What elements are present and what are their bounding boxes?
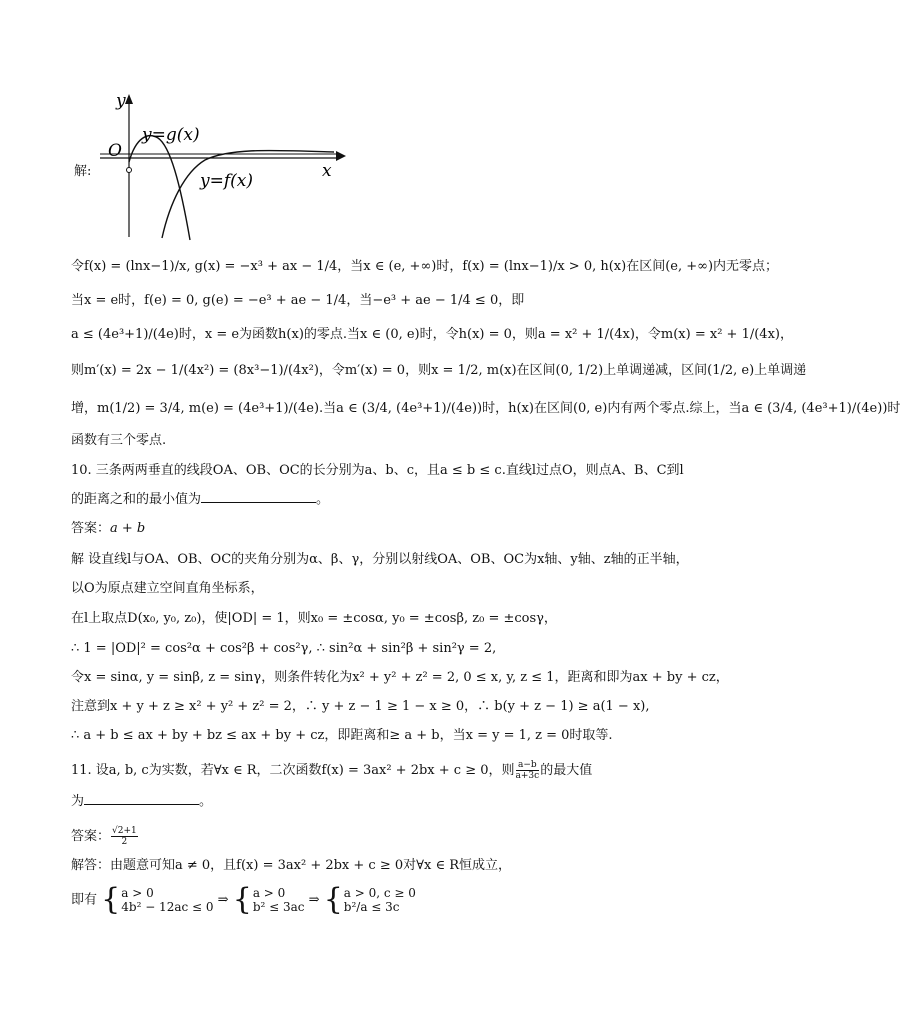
q11-answer-blank — [84, 792, 199, 805]
solution-line-4: 则m′(x) = 2x − 1/(4x²) = (8x³−1)/(4x²)，令m′(x) = 0，则x = 1/2, m(x)在区间(0, 1/2)上单调递减，区间(1/2, e)上单调递 — [71, 363, 807, 378]
q11-answer-value: $\frac{√2+1}{2}$ — [112, 826, 137, 847]
system-1: { a > 0 4b² − 12ac ≤ 0 — [101, 882, 214, 917]
q10-solution-line-2: 以O为原点建立空间直角坐标系， — [71, 581, 264, 596]
q11-stem-line-2: 为 。 — [71, 794, 213, 809]
system-2: { a > 0 b² ≤ 3ac — [232, 882, 305, 917]
q10-solution-line-3: 在l上取点D(x₀, y₀, z₀)，使|OD| = 1，则x₀ = ±cosα, y₀ = ±cosβ, z₀ = ±cosγ， — [71, 611, 557, 626]
graph-label: 解: — [74, 164, 92, 179]
x-axis-arrow — [336, 151, 346, 161]
q11-stem-line-1: 11. 设a, b, c为实数，若∀x ∈ R，二次函数f(x) = 3ax² + 2bx + c ≥ 0，则 $\frac{a-b}{a+3c}$ 的最大值 — [71, 760, 593, 781]
q11-answer-label: 答案： — [71, 829, 111, 844]
system-3: { a > 0, c ≥ 0 b²/a ≤ 3c — [323, 882, 416, 917]
solution-line-5: 增，m(1/2) = 3/4, m(e) = (4e³+1)/(4e).当a ∈ (3/4, (4e³+1)/(4e))时，h(x)在区间(0, e)内有两个零点.综上，当a ∈ (3/4, (4e³+1)/(4e))时 — [71, 401, 900, 416]
q10-answer-blank — [201, 490, 316, 503]
x-axis-label: x — [322, 161, 332, 181]
y-axis-arrow — [125, 94, 133, 104]
g-label: y=g(x) — [142, 125, 200, 145]
q10-solution-line-6: 注意到x + y + z ≥ x² + y² + z² = 2，∴ y + z − 1 ≥ 1 − x ≥ 0，∴ b(y + z − 1) ≥ a(1 − x), — [71, 699, 650, 714]
q11-solution-line-1: 解答：由题意可知a ≠ 0，且f(x) = 3ax² + 2bx + c ≥ 0对∀x ∈ R恒成立， — [71, 858, 511, 873]
q10-solution-line-1: 解 设直线l与OA、OB、OC的夹角分别为α、β、γ，分别以射线OA、OB、OC为x轴、y轴、z轴的正半轴， — [71, 552, 689, 567]
q10-stem-text: 的距离之和的最小值为 — [71, 492, 202, 507]
function-graph — [100, 92, 348, 242]
origin-label: O — [108, 141, 122, 161]
y-axis-label: y — [116, 91, 126, 111]
solution-line-3: a ≤ (4e³+1)/(4e)时，x = e为函数h(x)的零点.当x ∈ (0, e)时，令h(x) = 0，则a = x² + 1/(4x)，令m(x) = x² + 1/(4x)， — [71, 327, 793, 342]
q11-solution-line-2: 即有 { a > 0 4b² − 12ac ≤ 0 ⇒ { a > 0 b² ≤ 3ac ⇒ { a > 0, c ≥ 0 b²/a ≤ 3c — [71, 882, 416, 917]
solution-line-1: 令f(x) = (lnx−1)/x, g(x) = −x³ + ax − 1/4，当x ∈ (e, +∞)时，f(x) = (lnx−1)/x > 0, h(x)在区间(e, +∞)内无零点； — [71, 259, 779, 274]
q10-answer-value: a + b — [110, 521, 146, 536]
q10-answer-label: 答案： — [71, 521, 111, 536]
q10-solution-line-7: ∴ a + b ≤ ax + by + bz ≤ ax + by + cz，即距离和≥ a + b，当x = y = 1, z = 0时取等. — [71, 728, 613, 743]
q10-solution-line-5: 令x = sinα, y = sinβ, z = sinγ，则条件转化为x² + y² + z² = 2, 0 ≤ x, y, z ≤ 1，距离和即为ax + by + cz， — [71, 670, 729, 685]
q10-answer — [71, 520, 145, 538]
solution-line-6: 函数有三个零点. — [71, 433, 167, 448]
solution-line-2: 当x = e时，f(e) = 0, g(e) = −e³ + ae − 1/4，当−e³ + ae − 1/4 ≤ 0，即 — [71, 293, 525, 308]
q11-answer — [71, 826, 139, 847]
q10-stem-line-1: 10. 三条两两垂直的线段OA、OB、OC的长分别为a、b、c，且a ≤ b ≤ c.直线l过点O，则点A、B、C到l — [71, 463, 684, 478]
f-label: y=f(x) — [200, 171, 253, 191]
q10-solution-line-4: ∴ 1 = |OD|² = cos²α + cos²β + cos²γ, ∴ sin²α + sin²β + sin²γ = 2, — [71, 641, 497, 656]
q11-fraction: $\frac{a-b}{a+3c}$ — [515, 760, 540, 781]
q10-stem-line-2: 的距离之和的最小值为 。 — [71, 492, 330, 507]
origin-point — [127, 168, 132, 173]
